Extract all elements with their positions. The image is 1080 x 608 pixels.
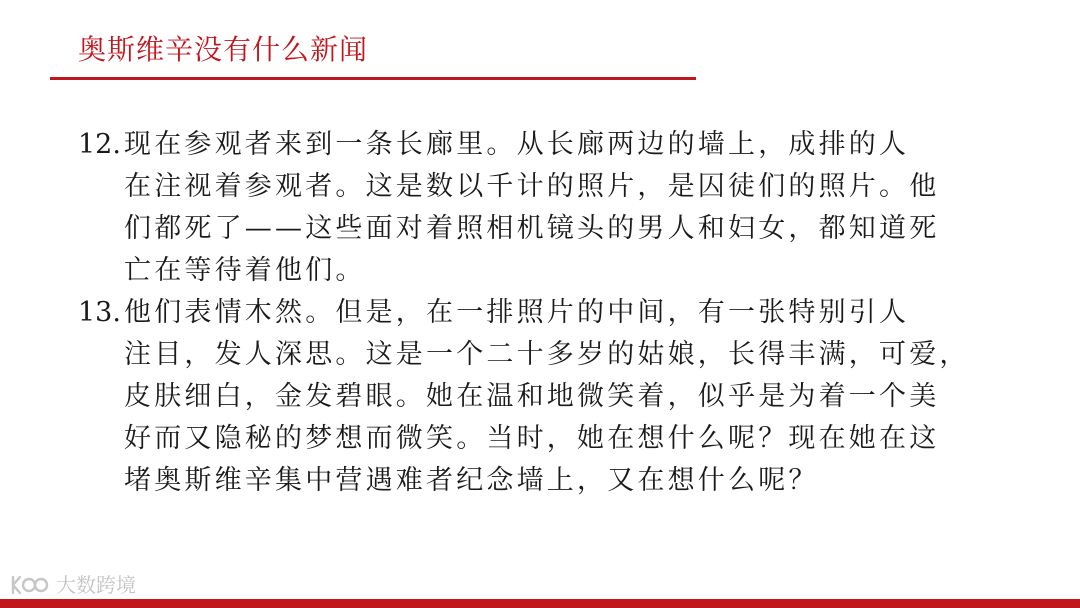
text-line: 亡在等待着他们。 (124, 255, 366, 286)
paragraph-lines (124, 292, 1018, 502)
text-line: 现在参观者来到一条长廊里。从长廊两边的墙上，成排的人 (124, 129, 910, 160)
text-line: 堵奥斯维辛集中营遇难者纪念墙上，又在想什么呢？ (124, 465, 819, 496)
logo-icon (10, 573, 50, 597)
paragraph-number: 12. (78, 129, 121, 160)
text-line: 们都死了——这些面对着照相机镜头的男人和妇女，都知道死 (124, 213, 940, 244)
paragraph-number: 13. (78, 297, 121, 328)
bottom-accent-bar (0, 599, 1080, 608)
watermark (10, 571, 136, 599)
text-line: 皮肤细白，金发碧眼。她在温和地微笑着，似乎是为着一个美 (124, 381, 940, 412)
watermark-text: 大数跨境 (56, 573, 136, 597)
text-line: 好而又隐秘的梦想而微笑。当时，她在想什么呢？现在她在这 (124, 423, 940, 454)
paragraph-lines (124, 124, 1018, 292)
text-line: 他们表情木然。但是，在一排照片的中间，有一张特别引人 (124, 297, 910, 328)
text-line: 注目，发人深思。这是一个二十多岁的姑娘，长得丰满，可爱， (124, 339, 970, 370)
slide-title: 奥斯维辛没有什么新闻 (78, 33, 369, 66)
title-underline (50, 77, 696, 80)
paragraph-13 (78, 292, 1018, 502)
text-line: 在注视着参观者。这是数以千计的照片，是囚徒们的照片。他 (124, 171, 940, 202)
body-text (78, 124, 1018, 502)
paragraph-12 (78, 124, 1018, 292)
